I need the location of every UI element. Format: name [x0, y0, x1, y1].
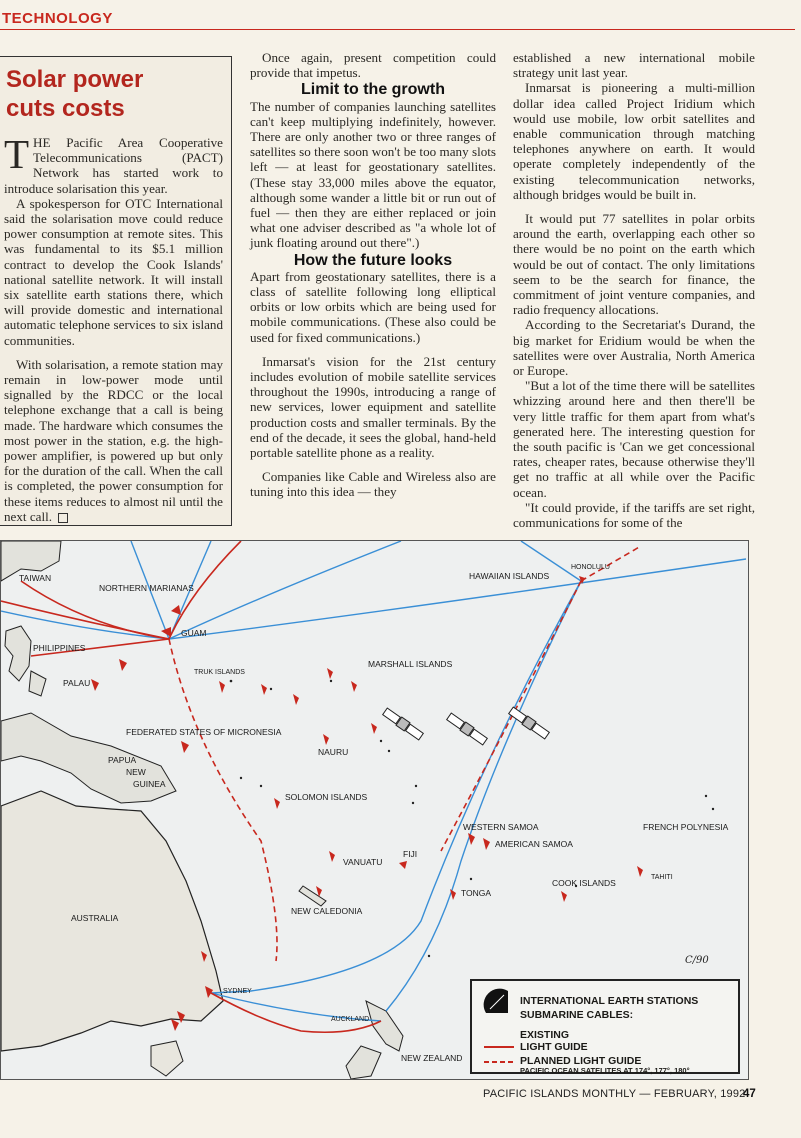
legend-earth-stations: INTERNATIONAL EARTH STATIONS: [520, 995, 699, 1007]
sidebar-title-line1: Solar power: [6, 66, 144, 93]
article-paragraph: Inmarsat is pioneering a multi-million dollar idea called Project Iridium which would use mobile, low orbit satellites and enable communication through matching telephones anywhere on earth. It would operate completely independently of the existing telecommunication networks, although bridges would be built in.: [513, 80, 755, 202]
header-rule: [0, 29, 795, 30]
sidebar-title-line2: cuts costs: [6, 95, 125, 122]
subhead-future: How the future looks: [293, 251, 453, 269]
planned-line-icon: [484, 1059, 514, 1065]
map-label-palau: PALAU: [63, 678, 91, 688]
footer-publication: PACIFIC ISLANDS MONTHLY — FEBRUARY, 1992: [483, 1088, 746, 1100]
map-label-auckland: AUCKLAND: [331, 1016, 370, 1023]
legend-planned: PLANNED LIGHT GUIDE: [520, 1055, 642, 1067]
map-label-french-polynesia: FRENCH POLYNESIA: [643, 822, 729, 832]
sidebar-paragraph: [4, 357, 223, 524]
subhead-limit: Limit to the growth: [301, 81, 445, 99]
map-label-tonga: TONGA: [461, 888, 492, 898]
map-label-new: NEW: [126, 767, 146, 777]
article-paragraph: established a new international mobile strategy unit last year.: [513, 50, 755, 81]
map-label-sydney: SYDNEY: [223, 988, 252, 995]
map-label-guam: GUAM: [181, 628, 207, 638]
map-label-australia: AUSTRALIA: [71, 913, 119, 923]
article-column-3: [513, 50, 755, 530]
pacific-map: [0, 540, 749, 1080]
article-paragraph: Inmarsat's vision for the 21st century includes evolution of mobile satellite services throughout the 1990s, introducing a range of new services, lower equipment and satellite production costs and smaller terminals. By the end of the decade, it sees the global, hand-held portable satellite phone as a reality.: [250, 353, 496, 461]
map-credit: C/90: [685, 955, 709, 966]
map-label-solomon-islands: SOLOMON ISLANDS: [285, 792, 368, 802]
map-label-american-samoa: AMERICAN SAMOA: [495, 839, 573, 849]
sidebar-paragraph: [4, 131, 223, 196]
map-label-fiji: FIJI: [403, 849, 418, 859]
map-label-honolulu: HONOLULU: [571, 564, 610, 571]
sidebar-paragraph-text: HE Pacific Area Cooperative Telecommunications (PACT) Network has started work to introduce solarisation this year.: [4, 135, 223, 196]
sidebar-paragraph: A spokesperson for OTC International said the solarisation move could reduce power consumption at remote sites. This was fundamental to its $5.1 million contract to develop the Cook Islands' national satellite network. It will install six satellite earth stations there, which will provide domestic and international automatic telephone services to six island communities.: [4, 195, 223, 348]
article-column-2: [250, 50, 496, 500]
light-guide-line-icon: [484, 1044, 514, 1050]
map-label-taiwan: TAIWAN: [19, 573, 52, 583]
earth-station-icon: [482, 987, 512, 1017]
landmass-new-caledonia: [299, 886, 326, 906]
legend-submarine-cables: SUBMARINE CABLES:: [520, 1009, 634, 1021]
map-label-hawaiian-islands: HAWAIIAN ISLANDS: [469, 571, 550, 581]
satellite-icon: [382, 706, 550, 745]
end-mark-icon: [58, 513, 68, 523]
page-number: 47: [743, 1088, 756, 1100]
map-label-cook-islands: COOK ISLANDS: [552, 878, 616, 888]
article-paragraph: Once again, present competition could provide that impetus.: [250, 50, 496, 81]
article-paragraph: Apart from geostationary satellites, there is a class of satellite following long elliptical orbits or low orbits which are being used for mobile communications. (These also could be used for fixed communications.): [250, 268, 496, 345]
map-label-northern-marianas: NORTHERN MARIANAS: [99, 583, 194, 593]
map-label-marshall-islands: MARSHALL ISLANDS: [368, 659, 453, 669]
map-label-micronesia: FEDERATED STATES OF MICRONESIA: [126, 727, 282, 737]
map-label-new-zealand: NEW ZEALAND: [401, 1053, 463, 1063]
landmass-tasmania: [151, 1041, 183, 1076]
landmass-philippines: [5, 626, 46, 696]
sidebar-title: [6, 65, 223, 123]
drop-cap: T: [4, 131, 30, 177]
article-paragraph: Companies like Cable and Wireless also are tuning into this idea — they: [250, 469, 496, 500]
article-paragraph: The number of companies launching satellites can't keep multiplying indefinitely, however. There are only another two or three ranges of satellites so there soon won't be too many slots left — at least for geostationary satellites. (These stay 33,000 miles above the equator, although some wander a little bit or run out of fuel — then they are either replaced or join what one adviser described as "a whole lot of junk floating around out there".): [250, 98, 496, 251]
map-label-nauru: NAURU: [318, 747, 349, 757]
map-label-tahiti: TAHITI: [651, 874, 673, 881]
legend-light-guide: LIGHT GUIDE: [520, 1041, 588, 1053]
map-label-western-samoa: WESTERN SAMOA: [463, 822, 539, 832]
landmass-new-zealand: [346, 1001, 403, 1079]
article-paragraph: "It could provide, if the tariffs are set right, communications for some of the: [513, 499, 755, 531]
map-label-new-caledonia: NEW CALEDONIA: [291, 906, 363, 916]
legend-satellites: PACIFIC OCEAN SATELITES AT 174°, 177°, 180°: [520, 1066, 690, 1075]
sidebar-box: [0, 56, 232, 526]
sidebar-body: [4, 131, 223, 524]
legend-existing: EXISTING: [520, 1029, 570, 1041]
section-label: TECHNOLOGY: [2, 10, 113, 27]
map-legend: [470, 979, 740, 1074]
map-label-truk-islands: TRUK ISLANDS: [194, 669, 245, 676]
article-paragraph: It would put 77 satellites in polar orbits around the earth, overlapping each other so there would be no point on the earth which would be out of contact. The only limitations seem to be the search for finance, the commitment of joint venture companies, and radio frequency allocations.: [513, 211, 755, 318]
map-label-philippines: PHILIPPINES: [33, 643, 86, 653]
map-label-guinea: GUINEA: [133, 779, 166, 789]
sidebar-paragraph-text: With solarisation, a remote station may remain in low-power mode until signalled by the RDCC or the local telephone exchange that a call is being made. The hardware which consumes the most power in the station, e.g. the high-power amplifier, is powered up but only for the duration of the call. When the call is completed, the power consumption for these items reduces to almost nil until the next call.: [4, 356, 223, 524]
map-label-papua: PAPUA: [108, 755, 137, 765]
article-paragraph: According to the Secretariat's Durand, the big market for Eridium would be when the satellites were over Australia, North America or Europe.: [513, 317, 755, 379]
article-paragraph: "But a lot of the time there will be satellites whizzing around here and then there'll be very little traffic for them apart from what's generated here. The interesting question for the south pacific is 'Can we get concessional rates, cheaper rates, because otherwise they'll get no traffic at all while over the Pacific ocean.: [513, 378, 755, 500]
map-label-vanuatu: VANUATU: [343, 857, 383, 867]
